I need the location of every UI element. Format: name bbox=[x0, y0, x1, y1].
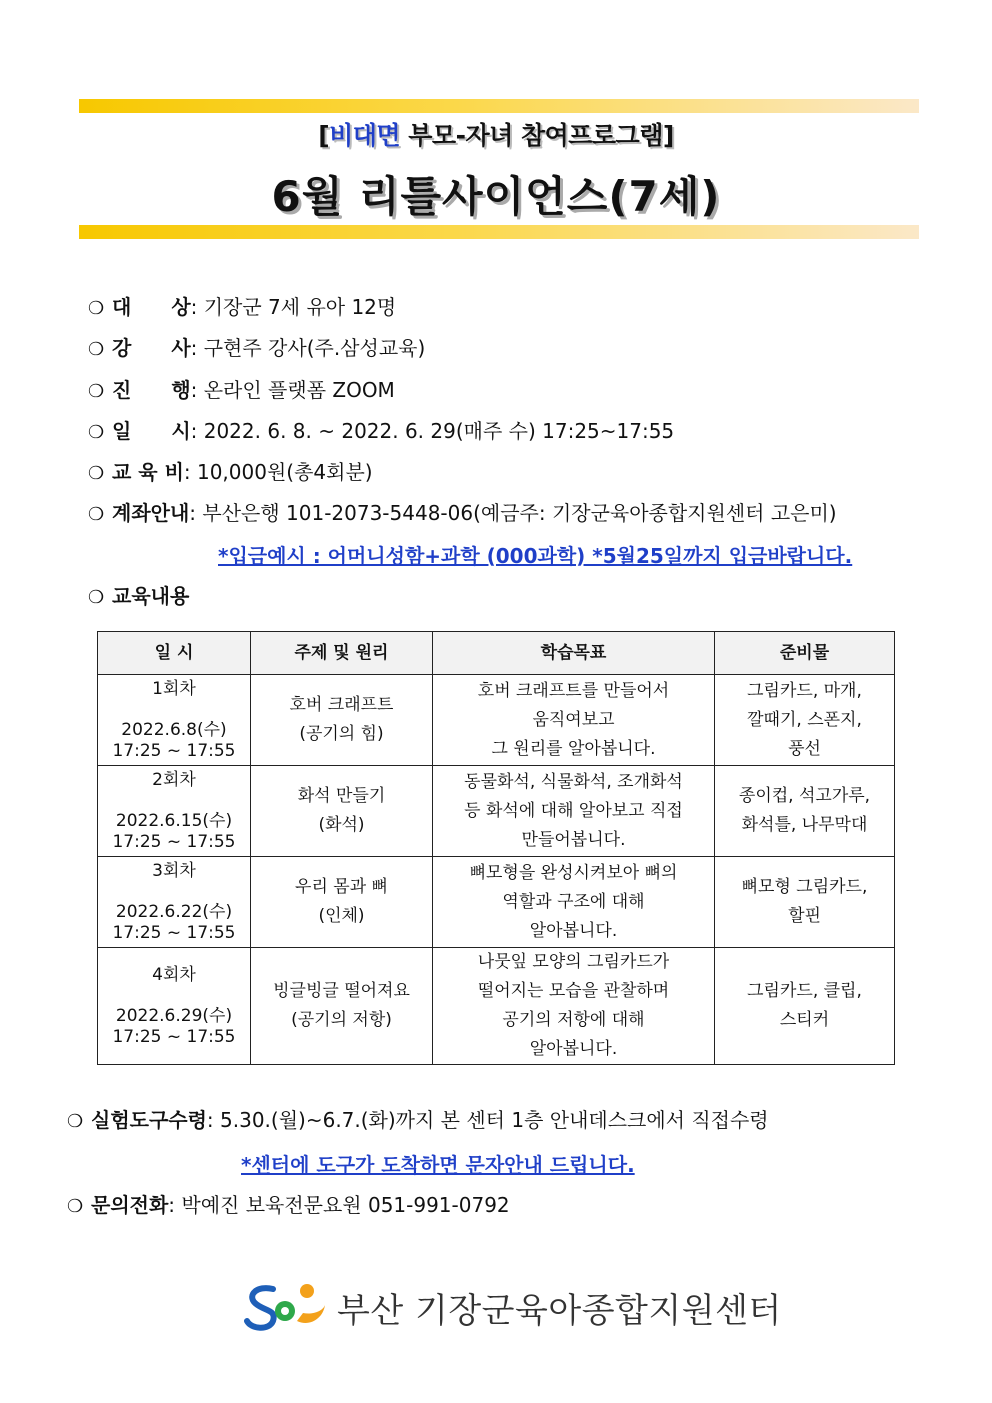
supplies-cell: 그림카드, 클립, 스티커 bbox=[715, 948, 895, 1065]
circle-bullet-icon: ❍ bbox=[67, 1196, 84, 1217]
goal-cell: 나뭇잎 모양의 그림카드가 떨어지는 모습을 관찰하며 공기의 저항에 대해 알아봅니다. bbox=[433, 948, 715, 1065]
session-cell: 4회차 2022.6.29(수) 17:25 ~ 17:55 bbox=[98, 948, 251, 1065]
table-row bbox=[98, 766, 895, 857]
info-contact: ❍ 문의전화: 박예진 보육전문요원 051-991-0792 bbox=[67, 1191, 510, 1221]
circle-bullet-icon: ❍ bbox=[67, 1111, 84, 1132]
circle-bullet-icon: ❍ bbox=[88, 463, 105, 484]
header-supplies: 준비물 bbox=[715, 632, 895, 675]
content-heading: ❍ 교육내용 bbox=[88, 582, 189, 612]
supplies-cell: 종이컵, 석고가루, 화석틀, 나무막대 bbox=[715, 766, 895, 857]
topic-cell: 빙글빙글 떨어져요 (공기의 저항) bbox=[251, 948, 433, 1065]
info-account: ❍ 계좌안내: 부산은행 101-2073-5448-06(예금주: 기장군육아종합지원센터 고은미) bbox=[88, 499, 837, 529]
info-platform: ❍ 진 행: 온라인 플랫폼 ZOOM bbox=[88, 376, 395, 406]
circle-bullet-icon: ❍ bbox=[88, 587, 105, 608]
circle-bullet-icon: ❍ bbox=[88, 298, 105, 319]
schedule-table bbox=[97, 631, 895, 1065]
topic-cell: 우리 몸과 뼈 (인체) bbox=[251, 857, 433, 948]
supplies-cell: 뼈모형 그림카드, 할핀 bbox=[715, 857, 895, 948]
header-datetime: 일 시 bbox=[98, 632, 251, 675]
header-goal: 학습목표 bbox=[433, 632, 715, 675]
goal-cell: 호버 크래프트를 만들어서 움직여보고 그 원리를 알아봅니다. bbox=[433, 675, 715, 766]
top-decorative-bar bbox=[79, 99, 919, 113]
session-cell: 3회차 2022.6.22(수) 17:25 ~ 17:55 bbox=[98, 857, 251, 948]
header-topic: 주제 및 원리 bbox=[251, 632, 433, 675]
info-pickup: ❍ 실험도구수령: 5.30.(월)~6.7.(화)까지 본 센터 1층 안내데스크에서 직접수령 bbox=[67, 1106, 769, 1136]
circle-bullet-icon: ❍ bbox=[88, 381, 105, 402]
table-row bbox=[98, 948, 895, 1065]
table-row bbox=[98, 675, 895, 766]
circle-bullet-icon: ❍ bbox=[88, 339, 105, 360]
program-subtitle: [비대면 부모-자녀 참여프로그램] bbox=[318, 121, 674, 150]
session-cell: 2회차 2022.6.15(수) 17:25 ~ 17:55 bbox=[98, 766, 251, 857]
info-datetime: ❍ 일 시: 2022. 6. 8. ~ 2022. 6. 29(매주 수) 17:25~17:55 bbox=[88, 417, 674, 447]
supplies-cell: 그림카드, 마개, 깔때기, 스폰지, 풍선 bbox=[715, 675, 895, 766]
session-cell: 1회차 2022.6.8(수) 17:25 ~ 17:55 bbox=[98, 675, 251, 766]
info-fee: ❍ 교 육 비: 10,000원(총4회분) bbox=[88, 458, 373, 488]
topic-cell: 화석 만들기 (화석) bbox=[251, 766, 433, 857]
circle-bullet-icon: ❍ bbox=[88, 504, 105, 525]
center-logo-text: 부산 기장군육아종합지원센터 bbox=[337, 1290, 782, 1331]
goal-cell: 동물화석, 식물화석, 조개화석 등 화석에 대해 알아보고 직접 만들어봅니다. bbox=[433, 766, 715, 857]
center-logo bbox=[243, 1280, 782, 1334]
info-instructor: ❍ 강 사: 구현주 강사(주.삼성교육) bbox=[88, 334, 425, 364]
center-logo-icon bbox=[243, 1281, 329, 1333]
goal-cell: 뼈모형을 완성시켜보아 뼈의 역할과 구조에 대해 알아봅니다. bbox=[433, 857, 715, 948]
page-title: 6월 리틀사이언스(7세) bbox=[271, 172, 721, 221]
pickup-note: *센터에 도구가 도착하면 문자안내 드립니다. bbox=[241, 1153, 635, 1177]
circle-bullet-icon: ❍ bbox=[88, 422, 105, 443]
bottom-decorative-bar bbox=[79, 225, 919, 239]
subtitle-highlight: 비대면 bbox=[329, 121, 401, 150]
table-row bbox=[98, 857, 895, 948]
deposit-note: *입금예시 : 어머니성함+과학 (000과학) *5월25일까지 입금바랍니다. bbox=[218, 544, 853, 568]
info-target: ❍ 대 상: 기장군 7세 유아 12명 bbox=[88, 293, 396, 323]
topic-cell: 호버 크래프트 (공기의 힘) bbox=[251, 675, 433, 766]
